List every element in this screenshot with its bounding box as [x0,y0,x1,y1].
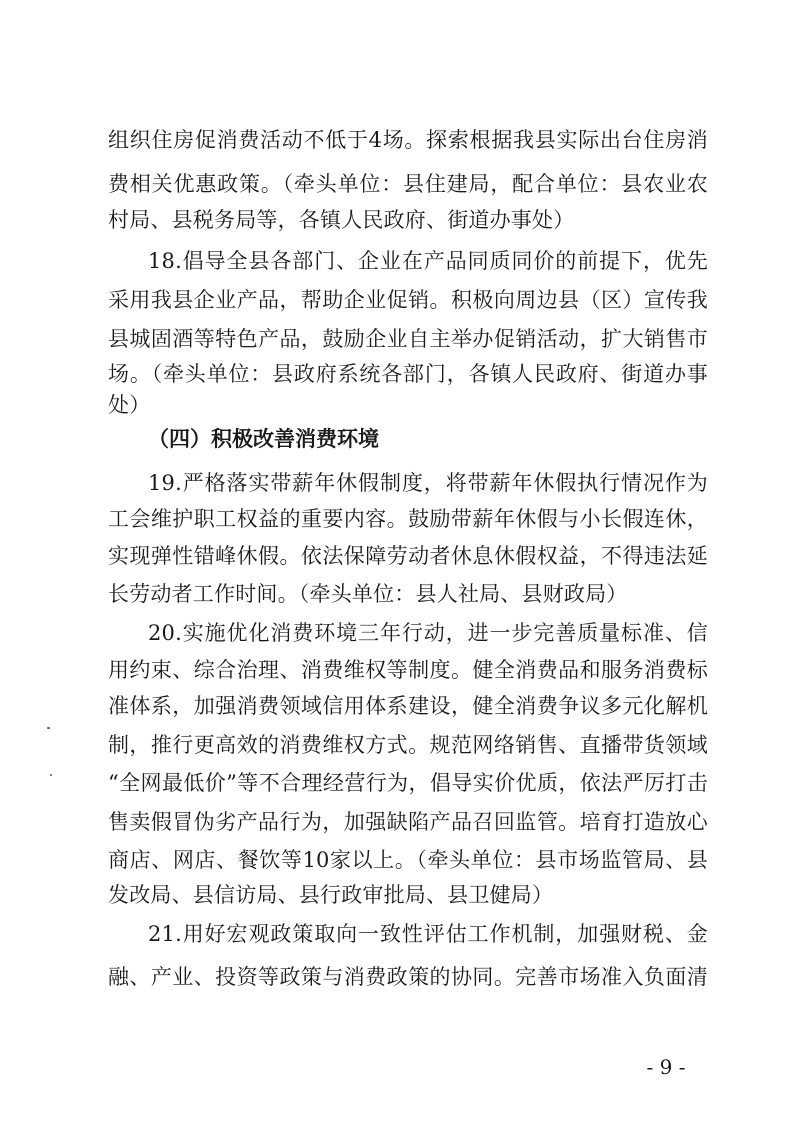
paragraph-line: 准体系，加强消费领域信用体系建设，健全消费争议多元化解机 [108,694,708,718]
paragraph-line: “全网最低价”等不合理经营行为，倡导实价优质，依法严厉打击 [108,771,708,795]
paragraph-line: 场。（牵头单位：县政府系统各部门，各镇人民政府、街道办事 [108,362,708,386]
paragraph-line: 20.实施优化消费环境三年行动，进一步完善质量标准、信 [148,621,708,645]
paragraph-line: 处） [108,393,151,417]
paragraph-line: 县城固酒等特色产品，鼓励企业自主举办促销活动，扩大销售市 [108,327,708,351]
paragraph-line: 长劳动者工作时间。（牵头单位：县人社局、县财政局） [108,582,628,606]
paragraph-line: 费相关优惠政策。（牵头单位：县住建局，配合单位：县农业农 [108,172,708,196]
paragraph-line: 发改局、县信访局、县行政审批局、县卫健局） [108,883,554,907]
paragraph-line: 售卖假冒伪劣产品行为，加强缺陷产品召回监管。培育打造放心 [108,810,708,834]
paragraph-line: 21.用好宏观政策取向一致性评估工作机制，加强财税、金 [148,922,708,946]
paragraph-line: 采用我县企业产品，帮助企业促销。积极向周边县（区）宣传我 [108,288,708,312]
paragraph-line: 工会维护职工权益的重要内容。鼓励带薪年休假与小长假连休， [108,507,708,531]
scan-speck [47,727,50,729]
paragraph-line: 用约束、综合治理、消费维权等制度。健全消费品和服务消费标 [108,658,708,682]
paragraph-line: 19.严格落实带薪年休假制度，将带薪年休假执行情况作为 [148,471,708,495]
paragraph-line: 组织住房促消费活动不低于4场。探索根据我县实际出台住房消 [108,128,708,152]
paragraph-line: 村局、县税务局等，各镇人民政府、街道办事处） [108,208,575,232]
page-number: - 9 - [646,1055,686,1079]
section-heading: （四）积极改善消费环境 [148,427,379,451]
paragraph-line: 融、产业、投资等政策与消费政策的协同。完善市场准入负面清 [108,965,708,989]
paragraph-line: 实现弹性错峰休假。依法保障劳动者休息休假权益，不得违法延 [108,544,708,568]
paragraph-line: 18.倡导全县各部门、企业在产品同质同价的前提下，优先 [148,249,708,273]
scan-speck [50,774,52,776]
paragraph-line: 商店、网店、餐饮等10家以上。（牵头单位：县市场监管局、县 [108,848,708,872]
paragraph-line: 制，推行更高效的消费维权方式。规范网络销售、直播带货领域 [108,733,708,757]
